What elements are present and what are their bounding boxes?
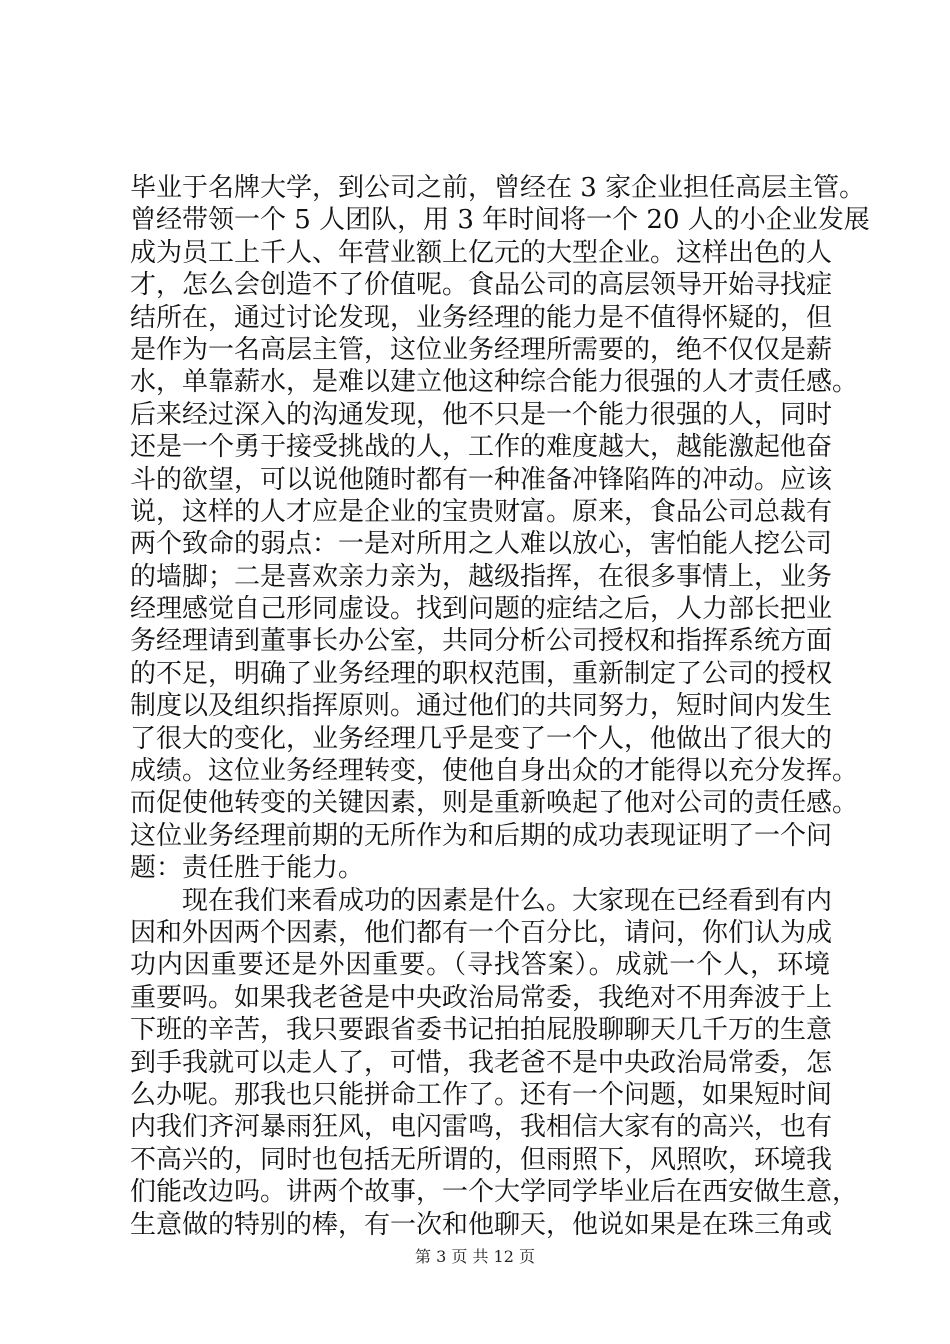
text-line: 现在我们来看成功的因素是什么。大家现在已经看到有内 bbox=[130, 885, 833, 916]
text-line: 说，这样的人才应是企业的宝贵财富。原来，食品公司总裁有 bbox=[130, 496, 833, 527]
text-line: 内我们齐河暴雨狂风，电闪雷鸣，我相信大家有的高兴，也有 bbox=[130, 1112, 833, 1143]
text-line: 才，怎么会创造不了价值呢。食品公司的高层领导开始寻找症 bbox=[130, 270, 833, 301]
text-line: 毕业于名牌大学，到公司之前，曾经在 3 家企业担任高层主管。 bbox=[130, 173, 866, 203]
text-line: 题：责任胜于能力。 bbox=[130, 853, 365, 884]
text-line: 斗的欲望，可以说他随时都有一种准备冲锋陷阵的冲动。应该 bbox=[130, 464, 833, 495]
text-line: 后来经过深入的沟通发现，他不只是一个能力很强的人，同时 bbox=[130, 399, 833, 430]
text-line: 因和外因两个因素，他们都有一个百分比，请问，你们认为成 bbox=[130, 917, 833, 948]
text-line: 不高兴的，同时也包括无所谓的，但雨照下，风照吹，环境我 bbox=[130, 1144, 833, 1175]
text-line: 了很大的变化，业务经理几乎是变了一个人，他做出了很大的 bbox=[130, 723, 833, 754]
text-line: 务经理请到董事长办公室，共同分析公司授权和指挥系统方面 bbox=[130, 626, 833, 657]
text-line: 水，单靠薪水，是难以建立他这种综合能力很强的人才责任感。 bbox=[130, 367, 859, 398]
text-line: 生意做的特别的棒，有一次和他聊天，他说如果是在珠三角或 bbox=[130, 1209, 833, 1240]
page-footer: 第 3 页 共 12 页 bbox=[415, 1247, 535, 1266]
text-line: 的不足，明确了业务经理的职权范围，重新制定了公司的授权 bbox=[130, 658, 833, 689]
text-line: 是作为一名高层主管，这位业务经理所需要的，绝不仅仅是薪 bbox=[130, 334, 833, 365]
text-line: 制度以及组织指挥原则。通过他们的共同努力，短时间内发生 bbox=[130, 691, 833, 722]
text-line: 功内因重要还是外因重要。（寻找答案）。成就一个人，环境 bbox=[130, 950, 830, 981]
text-line: 到手我就可以走人了，可惜，我老爸不是中央政治局常委，怎 bbox=[130, 1047, 833, 1078]
text-line: 结所在，通过讨论发现，业务经理的能力是不值得怀疑的，但 bbox=[130, 302, 833, 333]
text-line: 么办呢。那我也只能拼命工作了。还有一个问题，如果短时间 bbox=[130, 1079, 833, 1110]
text-line: 两个致命的弱点：一是对所用之人难以放心，害怕能人挖公司 bbox=[130, 529, 833, 560]
text-line: 下班的辛苦，我只要跟省委书记拍拍屁股聊聊天几千万的生意 bbox=[130, 1015, 833, 1046]
body-text bbox=[130, 172, 870, 1241]
text-line: 成为员工上千人、年营业额上亿元的大型企业。这样出色的人 bbox=[130, 237, 833, 268]
text-line: 们能改边吗。讲两个故事，一个大学同学毕业后在西安做生意， bbox=[130, 1177, 859, 1208]
text-line: 曾经带领一个 5 人团队，用 3 年时间将一个 20 人的小企业发展 bbox=[130, 205, 870, 236]
text-line: 这位业务经理前期的无所作为和后期的成功表现证明了一个问 bbox=[130, 820, 833, 851]
text-line: 而促使他转变的关键因素，则是重新唤起了他对公司的责任感。 bbox=[130, 788, 859, 819]
text-line: 经理感觉自己形同虚设。找到问题的症结之后，人力部长把业 bbox=[130, 594, 833, 625]
text-line: 的墙脚；二是喜欢亲力亲为，越级指挥，在很多事情上，业务 bbox=[130, 561, 833, 592]
text-line: 还是一个勇于接受挑战的人，工作的难度越大，越能激起他奋 bbox=[130, 432, 833, 463]
text-line: 重要吗。如果我老爸是中央政治局常委，我绝对不用奔波于上 bbox=[130, 982, 833, 1013]
text-line: 成绩。这位业务经理转变，使他自身出众的才能得以充分发挥。 bbox=[130, 756, 859, 787]
